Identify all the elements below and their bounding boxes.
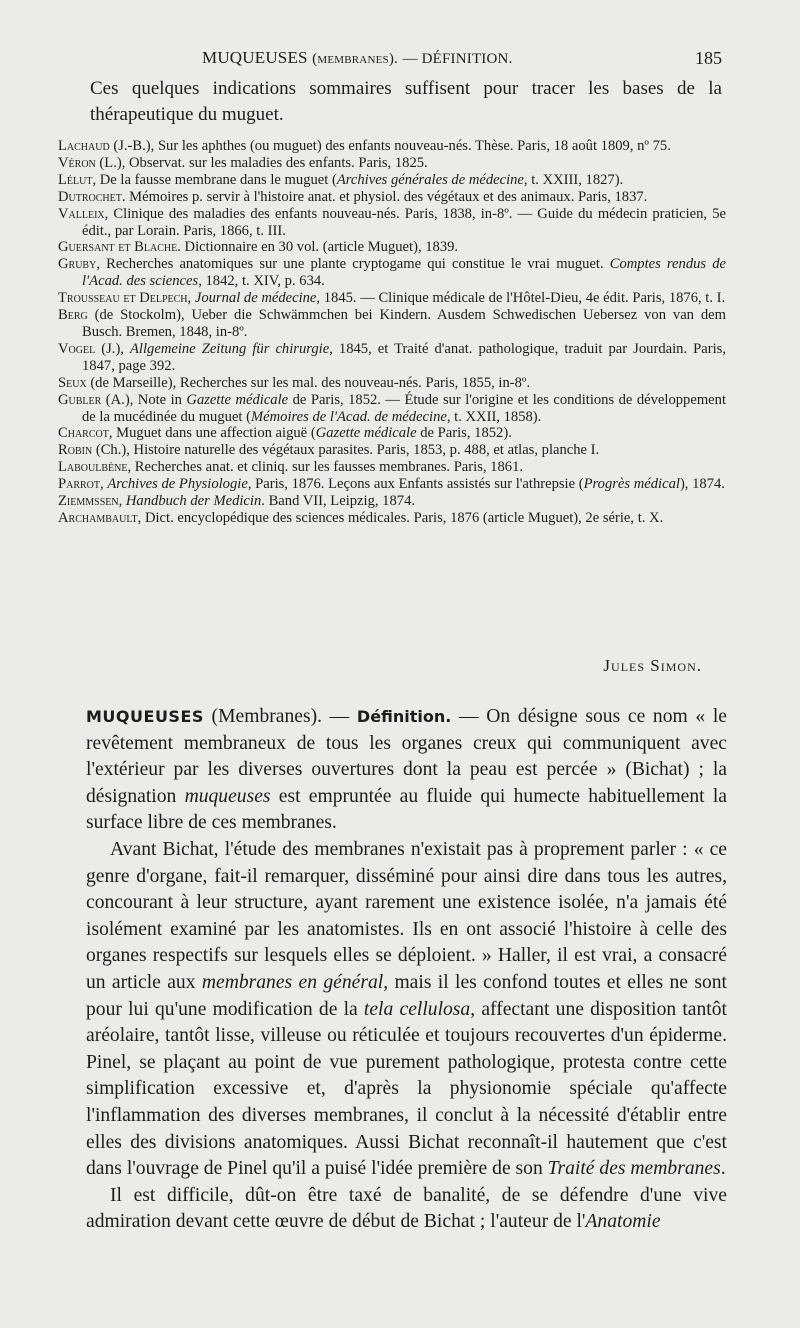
intro-paragraph: Ces quelques indications sommaires suffisent pour tracer les bases de la thérapeutique du muguet. xyxy=(90,78,722,125)
bib-entry: Véron (L.), Observat. sur les maladies des enfants. Paris, 1825. xyxy=(58,154,428,171)
article-paragraph: MUQUEUSES (Membranes). — Définition. — On désigne sous ce nom « le revêtement membraneux de tous les organes creux qui communiquent avec l'extérieur par les diverses ouvertures dont la peau est percée » (Bichat) ; la désignation muqueuses est empruntée au fluide qui humecte habituellement la surface libre de ces membranes. xyxy=(86,706,727,834)
page-number: 185 xyxy=(695,48,722,68)
running-title-rest: — DÉFINITION. xyxy=(402,51,513,67)
bib-entry: Archambault, Dict. encyclopédique des sciences médicales. Paris, 1876 (article Muguet), 2e série, t. X. xyxy=(58,509,664,526)
article-paragraph: Il est difficile, dût-on être taxé de banalité, de se défendre d'une vive admiration devant cette œuvre de début de Bichat ; l'auteur de l'Anatomie xyxy=(86,1184,727,1233)
bib-entry: Parrot, Archives de Physiologie, Paris, 1876. Leçons aux Enfants assistés sur l'athrepsie (Progrès médical), 1874. xyxy=(58,476,725,493)
bib-entry: Ziemmssen, Handbuch der Medicin. Band VII, Leipzig, 1874. xyxy=(58,493,416,510)
bib-entry: Seux (de Marseille), Recherches sur les mal. des nouveau-nés. Paris, 1855, in-8º. xyxy=(58,374,531,391)
bib-entry: Gubler (A.), Note in Gazette médicale de Paris, 1852. — Étude sur l'origine et les conditions de développement de la mucédinée du muguet (Mémoires de l'Acad. de médecine, t. XXII, 1858). xyxy=(58,391,726,425)
author-signature: Jules Simon. xyxy=(603,656,702,675)
bib-entry: Vogel (J.), Allgemeine Zeitung für chirurgie, 1845, et Traité d'anat. pathologique, traduit par Jourdain. Paris, 1847, page 392. xyxy=(58,340,726,374)
bib-entry: Valleix, Clinique des maladies des enfants nouveau-nés. Paris, 1838, in-8º. — Guide du médecin praticien, 5e édit., par Lorain. Paris, 1866, t. III. xyxy=(58,205,726,239)
bib-entry: Lélut, De la fausse membrane dans le muguet (Archives générales de médecine, t. XXIII, 1827). xyxy=(58,171,624,188)
bib-entry: Laboulbène, Recherches anat. et cliniq. sur les fausses membranes. Paris, 1861. xyxy=(58,459,524,476)
bib-entry: Dutrochet. Mémoires p. servir à l'histoire anat. et physiol. des végétaux et des animaux. Paris, 1837. xyxy=(58,188,648,205)
running-title-main: MUQUEUSES xyxy=(202,48,308,67)
article-heading-definition: Définition. xyxy=(356,707,452,726)
running-header xyxy=(90,44,730,72)
bib-entry: Berg (de Stockolm), Ueber die Schwämmchen bei Kindern. Ausdem Schwedischen Uebersez von van dem Busch. Bremen, 1848, in-8º. xyxy=(58,307,726,340)
running-title-paren: (membranes). xyxy=(312,51,398,67)
bib-entry: Robin (Ch.), Histoire naturelle des végétaux parasites. Paris, 1853, p. 488, et atlas, planche I. xyxy=(58,442,600,459)
bib-entry: Gruby, Recherches anatomiques sur une plante cryptogame qui constitue le vrai muguet. Comptes rendus de l'Acad. des sciences, 1842, t. XIV, p. 634. xyxy=(58,256,726,290)
bib-entry: Trousseau et Delpech, Journal de médecine, 1845. — Clinique médicale de l'Hôtel-Dieu, 4e édit. Paris, 1876, t. I. xyxy=(58,290,726,307)
article-body xyxy=(86,704,727,1236)
bib-entry: Lachaud (J.-B.), Sur les aphthes (ou muguet) des enfants nouveau-nés. Thèse. Paris, 18 août 1809, nº 75. xyxy=(58,138,671,154)
article-heading-word: MUQUEUSES xyxy=(86,707,204,726)
bibliography xyxy=(58,138,726,527)
bib-entry: Charcot, Muguet dans une affection aiguë (Gazette médicale de Paris, 1852). xyxy=(58,425,512,442)
article-paragraph: Avant Bichat, l'étude des membranes n'existait pas à proprement parler : « ce genre d'organe, fait-il remarquer, disséminé pour ainsi dire dans tous les autres, concourant à leur structure, ayant rarement une existence isolée, n'a jamais été isolément examiné par les anatomistes. Ils en ont associé l'histoire à celle des organes respectifs sur lesquels elles se déploient. » Haller, il est vrai, a consacré un article aux membranes en général, mais il les confond toutes et elles ne sont pour lui qu'une modification de la tela cellulosa, affectant une disposition tantôt aréolaire, tantôt lisse, villeuse ou réticulée et toujours recouvertes d'un épiderme. Pinel, se plaçant au point de vue purement pathologique, protesta contre cette simplification excessive et, d'après la physionomie spéciale qu'affecte l'inflammation des diverses membranes, il conclut à la nécessité d'établir entre elles des divisions anatomiques. Aussi Bichat reconnaît-il hautement que c'est dans l'ouvrage de Pinel qu'il a puisé l'idée première de son Traité des membranes. xyxy=(86,838,727,1180)
running-title xyxy=(202,48,513,68)
bib-entry: Guersant et Blache. Dictionnaire en 30 vol. (article Muguet), 1839. xyxy=(58,239,459,256)
